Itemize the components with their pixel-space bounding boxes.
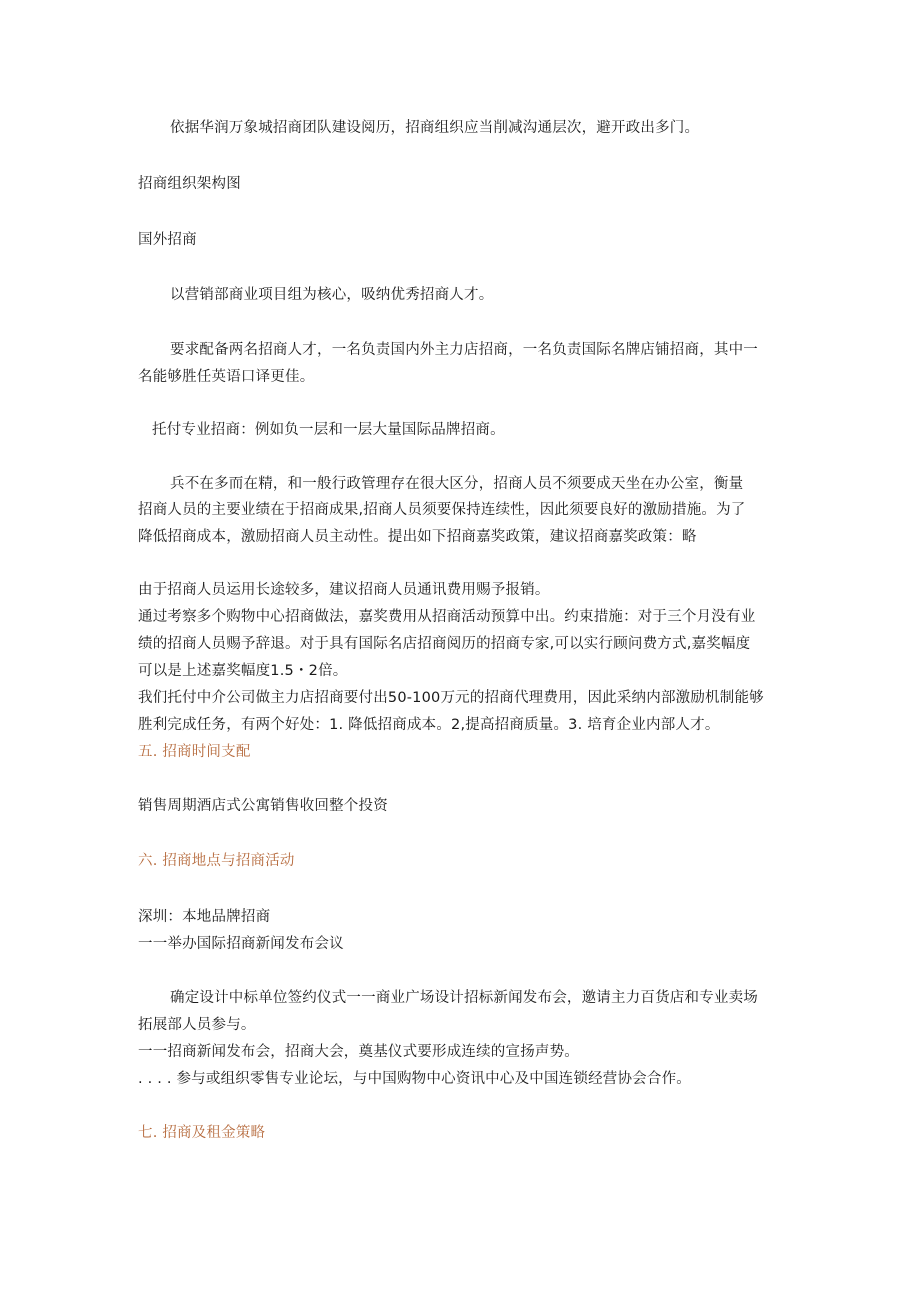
section-heading: 七. 招商及租金策略 [138, 1125, 266, 1141]
paragraph-line: 拓展部人员参与。 [138, 1017, 256, 1033]
paragraph-line: 依据华润万象城招商团队建设阅历，招商组织应当削减沟通层次，避开政出多门。 [170, 120, 700, 136]
paragraph-line: 可以是上述嘉奖幅度1.5・2倍。 [138, 663, 348, 679]
paragraph-line: 确定设计中标单位签约仪式一一商业广场设计招标新闻发布会，邀请主力百货店和专业卖场 [170, 990, 758, 1006]
paragraph-line: 通过考察多个购物中心招商做法，嘉奖费用从招商活动预算中出。约束措施：对于三个月没有业 [138, 609, 756, 625]
paragraph-line: 名能够胜任英语口译更佳。 [138, 369, 315, 385]
section-label: 招商组织架构图 [138, 176, 241, 192]
paragraph-line: 由于招商人员运用长途较多，建议招商人员通讯费用赐予报销。 [138, 582, 550, 598]
paragraph-line: 以营销部商业项目组为核心，吸纳优秀招商人才。 [170, 287, 494, 303]
paragraph-line: 要求配备两名招商人才，一名负责国内外主力店招商，一名负责国际名牌店铺招商，其中一 [170, 342, 758, 358]
paragraph-line: 降低招商成本，激励招商人员主动性。提出如下招商嘉奖政策，建议招商嘉奖政策：略 [138, 529, 697, 545]
paragraph-line: 胜利完成任务，有两个好处：1. 降低招商成本。2,提高招商质量。3. 培育企业内部人才。 [138, 717, 720, 733]
paragraph-line: 一一举办国际招商新闻发布会议 [138, 936, 344, 952]
paragraph-line: 一一招商新闻发布会，招商大会，奠基仪式要形成连续的宣扬声势。 [138, 1044, 579, 1060]
paragraph-line: 我们托付中介公司做主力店招商要付出50-100万元的招商代理费用，因此采纳内部激励机制能够 [138, 690, 764, 706]
paragraph-line: 绩的招商人员赐予辞退。对于具有国际名店招商阅历的招商专家,可以实行顾问费方式,嘉奖幅度 [138, 636, 751, 652]
paragraph-line: . . . . 参与或组织零售专业论坛，与中国购物中心资讯中心及中国连锁经营协会合作。 [138, 1071, 691, 1087]
section-heading: 五. 招商时间支配 [138, 744, 251, 760]
paragraph-line: 托付专业招商：例如负一层和一层大量国际品牌招商。 [152, 422, 505, 438]
paragraph-line: 深圳：本地品牌招商 [138, 909, 271, 925]
section-heading: 六. 招商地点与招商活动 [138, 853, 295, 869]
section-label: 国外招商 [138, 232, 197, 248]
paragraph-line: 招商人员的主要业绩在于招商成果,招商人员须要保持连续性，因此须要良好的激励措施。为了 [138, 502, 746, 518]
paragraph-line: 销售周期酒店式公寓销售收回整个投资 [138, 798, 388, 814]
paragraph-line: 兵不在多而在精，和一般行政管理存在很大区分，招商人员不须要成天坐在办公室，衡量 [170, 476, 744, 492]
